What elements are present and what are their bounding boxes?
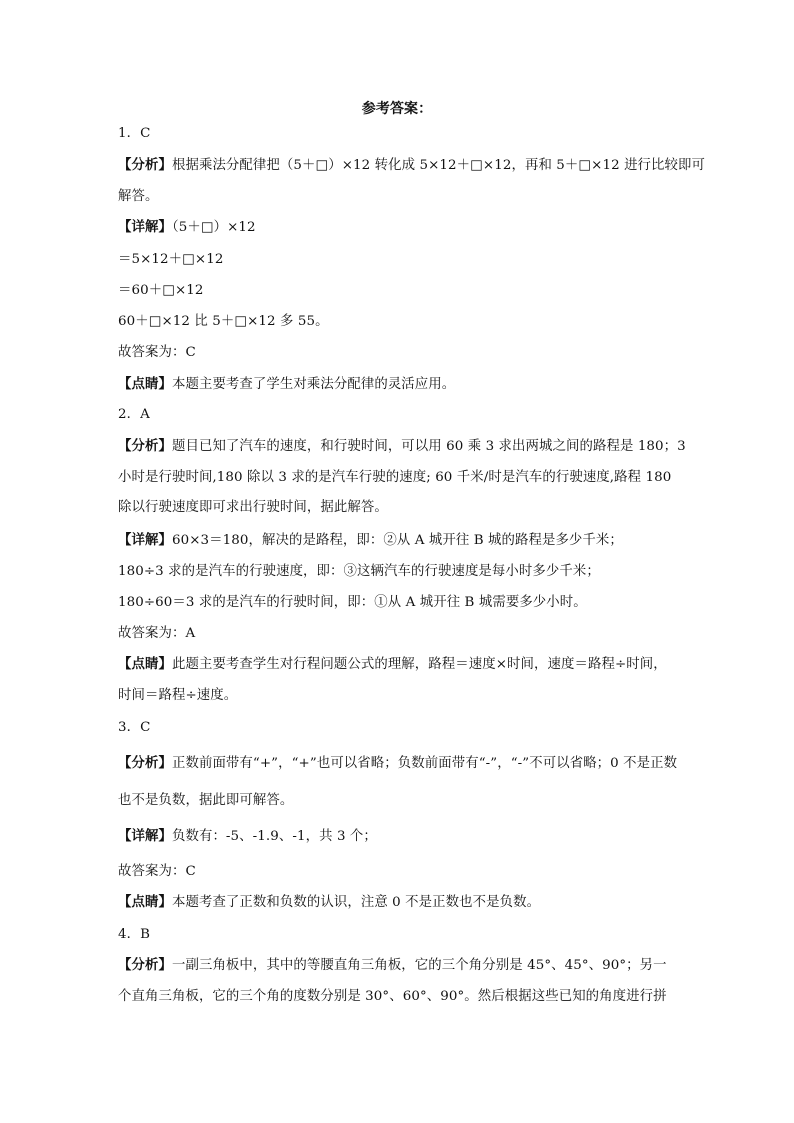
line-text: 一副三角板中，其中的等腰直角三角板，它的三个角分别是 45°、45°、90°；另一 bbox=[171, 958, 667, 973]
line-text: 时间＝路程÷速度。 bbox=[118, 688, 238, 703]
detail-line bbox=[118, 826, 377, 847]
line-tag: 【分析】 bbox=[118, 157, 172, 173]
line-tag: 【点睛】 bbox=[118, 894, 172, 910]
question-number bbox=[118, 123, 150, 144]
question-number bbox=[118, 717, 150, 738]
question-number bbox=[118, 404, 150, 425]
text-line bbox=[118, 497, 388, 518]
question-number bbox=[118, 924, 150, 945]
text-line bbox=[118, 311, 329, 332]
analysis-line bbox=[118, 155, 705, 176]
answer-line bbox=[118, 861, 196, 882]
text-line bbox=[118, 249, 223, 270]
line-tag: 【分析】 bbox=[118, 957, 172, 973]
line-text: 也不是负数，据此即可解答。 bbox=[118, 793, 294, 808]
line-text: 3．C bbox=[118, 720, 151, 735]
line-text: 负数有：-5、-1.9、-1，共 3 个； bbox=[171, 829, 377, 844]
line-text: 故答案为：C bbox=[118, 345, 196, 360]
text-line bbox=[118, 592, 587, 613]
line-text: 题目已知了汽车的速度，和行驶时间，可以用 60 乘 3 求出两城之间的路程是 180；3 bbox=[171, 439, 686, 454]
line-text: 本题考查了正数和负数的认识，注意 0 不是正数也不是负数。 bbox=[171, 895, 541, 910]
line-text: 本题主要考查了学生对乘法分配律的灵活应用。 bbox=[171, 377, 456, 392]
line-text: 个直角三角板，它的三个角的度数分别是 30°、60°、90°。然后根据这些已知的角度进行拼 bbox=[118, 989, 667, 1004]
analysis-line bbox=[118, 955, 667, 976]
text-line bbox=[118, 986, 667, 1007]
line-text: 1．C bbox=[118, 126, 151, 141]
text-line bbox=[118, 467, 671, 488]
line-tag: 【详解】 bbox=[118, 828, 172, 844]
comment-line bbox=[118, 892, 540, 913]
line-text: 小时是行驶时间,180 除以 3 求的是汽车行驶的速度; 60 千米/时是汽车的行驶速度,路程 180 bbox=[118, 470, 672, 485]
line-text: 180÷3 求的是汽车的行驶速度，即：③这辆汽车的行驶速度是每小时多少千米； bbox=[118, 564, 600, 579]
line-text: 此题主要考查学生对行程问题公式的理解，路程＝速度×时间，速度＝路程÷时间， bbox=[171, 657, 667, 672]
page-title: 参考答案： bbox=[361, 101, 433, 117]
text-line bbox=[118, 280, 204, 301]
line-text: 2．A bbox=[118, 407, 150, 422]
analysis-line bbox=[118, 436, 686, 457]
line-text: 故答案为：A bbox=[118, 626, 196, 641]
line-text: ＝60＋□×12 bbox=[118, 283, 204, 298]
answer-line bbox=[118, 623, 195, 644]
line-text: 根据乘法分配律把（5＋□）×12 转化成 5×12＋□×12，再和 5＋□×12 进行比较即可 bbox=[171, 158, 706, 173]
line-text: 4．B bbox=[118, 927, 151, 942]
line-text: 除以行驶速度即可求出行驶时间，据此解答。 bbox=[118, 500, 388, 515]
line-tag: 【点睛】 bbox=[118, 656, 172, 672]
line-text: 60＋□×12 比 5＋□×12 多 55。 bbox=[118, 314, 329, 329]
line-text: 故答案为：C bbox=[118, 864, 196, 879]
line-text: 60×3＝180，解决的是路程，即：②从 A 城开往 B 城的路程是多少千米； bbox=[171, 533, 623, 548]
text-line bbox=[118, 186, 158, 207]
analysis-line bbox=[118, 753, 677, 774]
detail-line bbox=[118, 217, 256, 238]
line-tag: 【分析】 bbox=[118, 755, 172, 771]
text-line bbox=[118, 790, 293, 811]
line-text: 180÷60＝3 求的是汽车的行驶时间，即：①从 A 城开往 B 城需要多少小时。 bbox=[118, 595, 587, 610]
line-text: 正数前面带有“+”，“+”也可以省略；负数前面带有“-”，“-”不可以省略；0 不是正数 bbox=[171, 756, 678, 771]
line-text: ＝5×12＋□×12 bbox=[118, 252, 224, 267]
text-line bbox=[118, 561, 600, 582]
line-text: 解答。 bbox=[118, 189, 159, 204]
comment-line bbox=[118, 374, 455, 395]
line-tag: 【详解】 bbox=[118, 532, 172, 548]
text-line bbox=[118, 685, 237, 706]
line-tag: 【详解】 bbox=[118, 219, 172, 235]
line-text: （5＋□）×12 bbox=[171, 220, 256, 235]
line-tag: 【分析】 bbox=[118, 438, 172, 454]
answer-line bbox=[118, 342, 196, 363]
line-tag: 【点睛】 bbox=[118, 376, 172, 392]
detail-line bbox=[118, 530, 623, 551]
comment-line bbox=[118, 654, 667, 675]
